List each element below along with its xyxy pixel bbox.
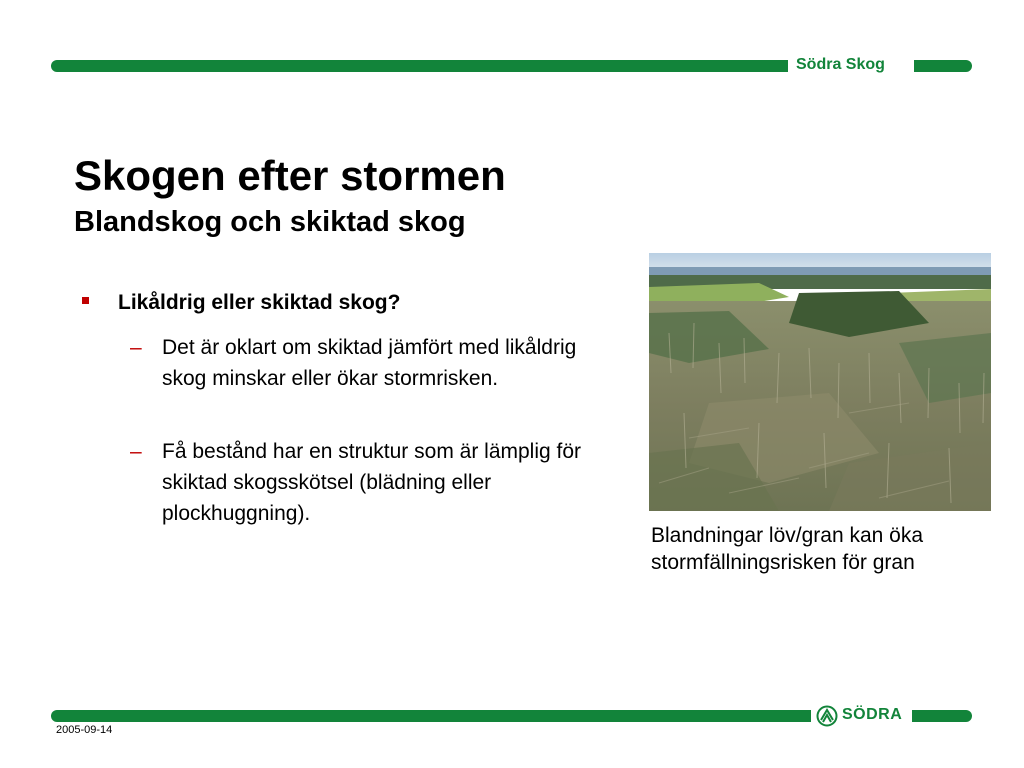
slide-title: Skogen efter stormen xyxy=(74,152,506,199)
bullet-text: Likåldrig eller skiktad skog? xyxy=(118,291,401,314)
sub-bullet-text: Det är oklart om skiktad jämfört med likåldrig skog minskar eller ökar stormrisken. xyxy=(162,336,577,390)
footer-date: 2005-09-14 xyxy=(56,724,113,736)
logo-text: SÖDRA xyxy=(842,706,903,723)
sodra-logo xyxy=(816,704,908,728)
tree-emblem-icon xyxy=(816,705,838,727)
square-bullet-icon xyxy=(82,297,89,304)
forest-storm-photo xyxy=(649,253,991,511)
header-brand: Södra Skog xyxy=(796,56,885,73)
slide-subtitle: Blandskog och skiktad skog xyxy=(74,206,466,238)
dash-bullet-icon: – xyxy=(130,336,142,359)
footer-bar-left xyxy=(51,710,811,722)
footer-bar-right xyxy=(912,710,972,722)
sub-bullet-text: Få bestånd har en struktur som är lämplig för skiktad skogsskötsel (blädning eller plockhuggning). xyxy=(162,440,582,525)
dash-bullet-icon: – xyxy=(130,440,142,463)
header-bar-left xyxy=(51,60,788,72)
photo-caption: Blandningar löv/gran kan öka stormfällningsrisken för gran xyxy=(651,524,924,574)
header-bar-right xyxy=(914,60,972,72)
